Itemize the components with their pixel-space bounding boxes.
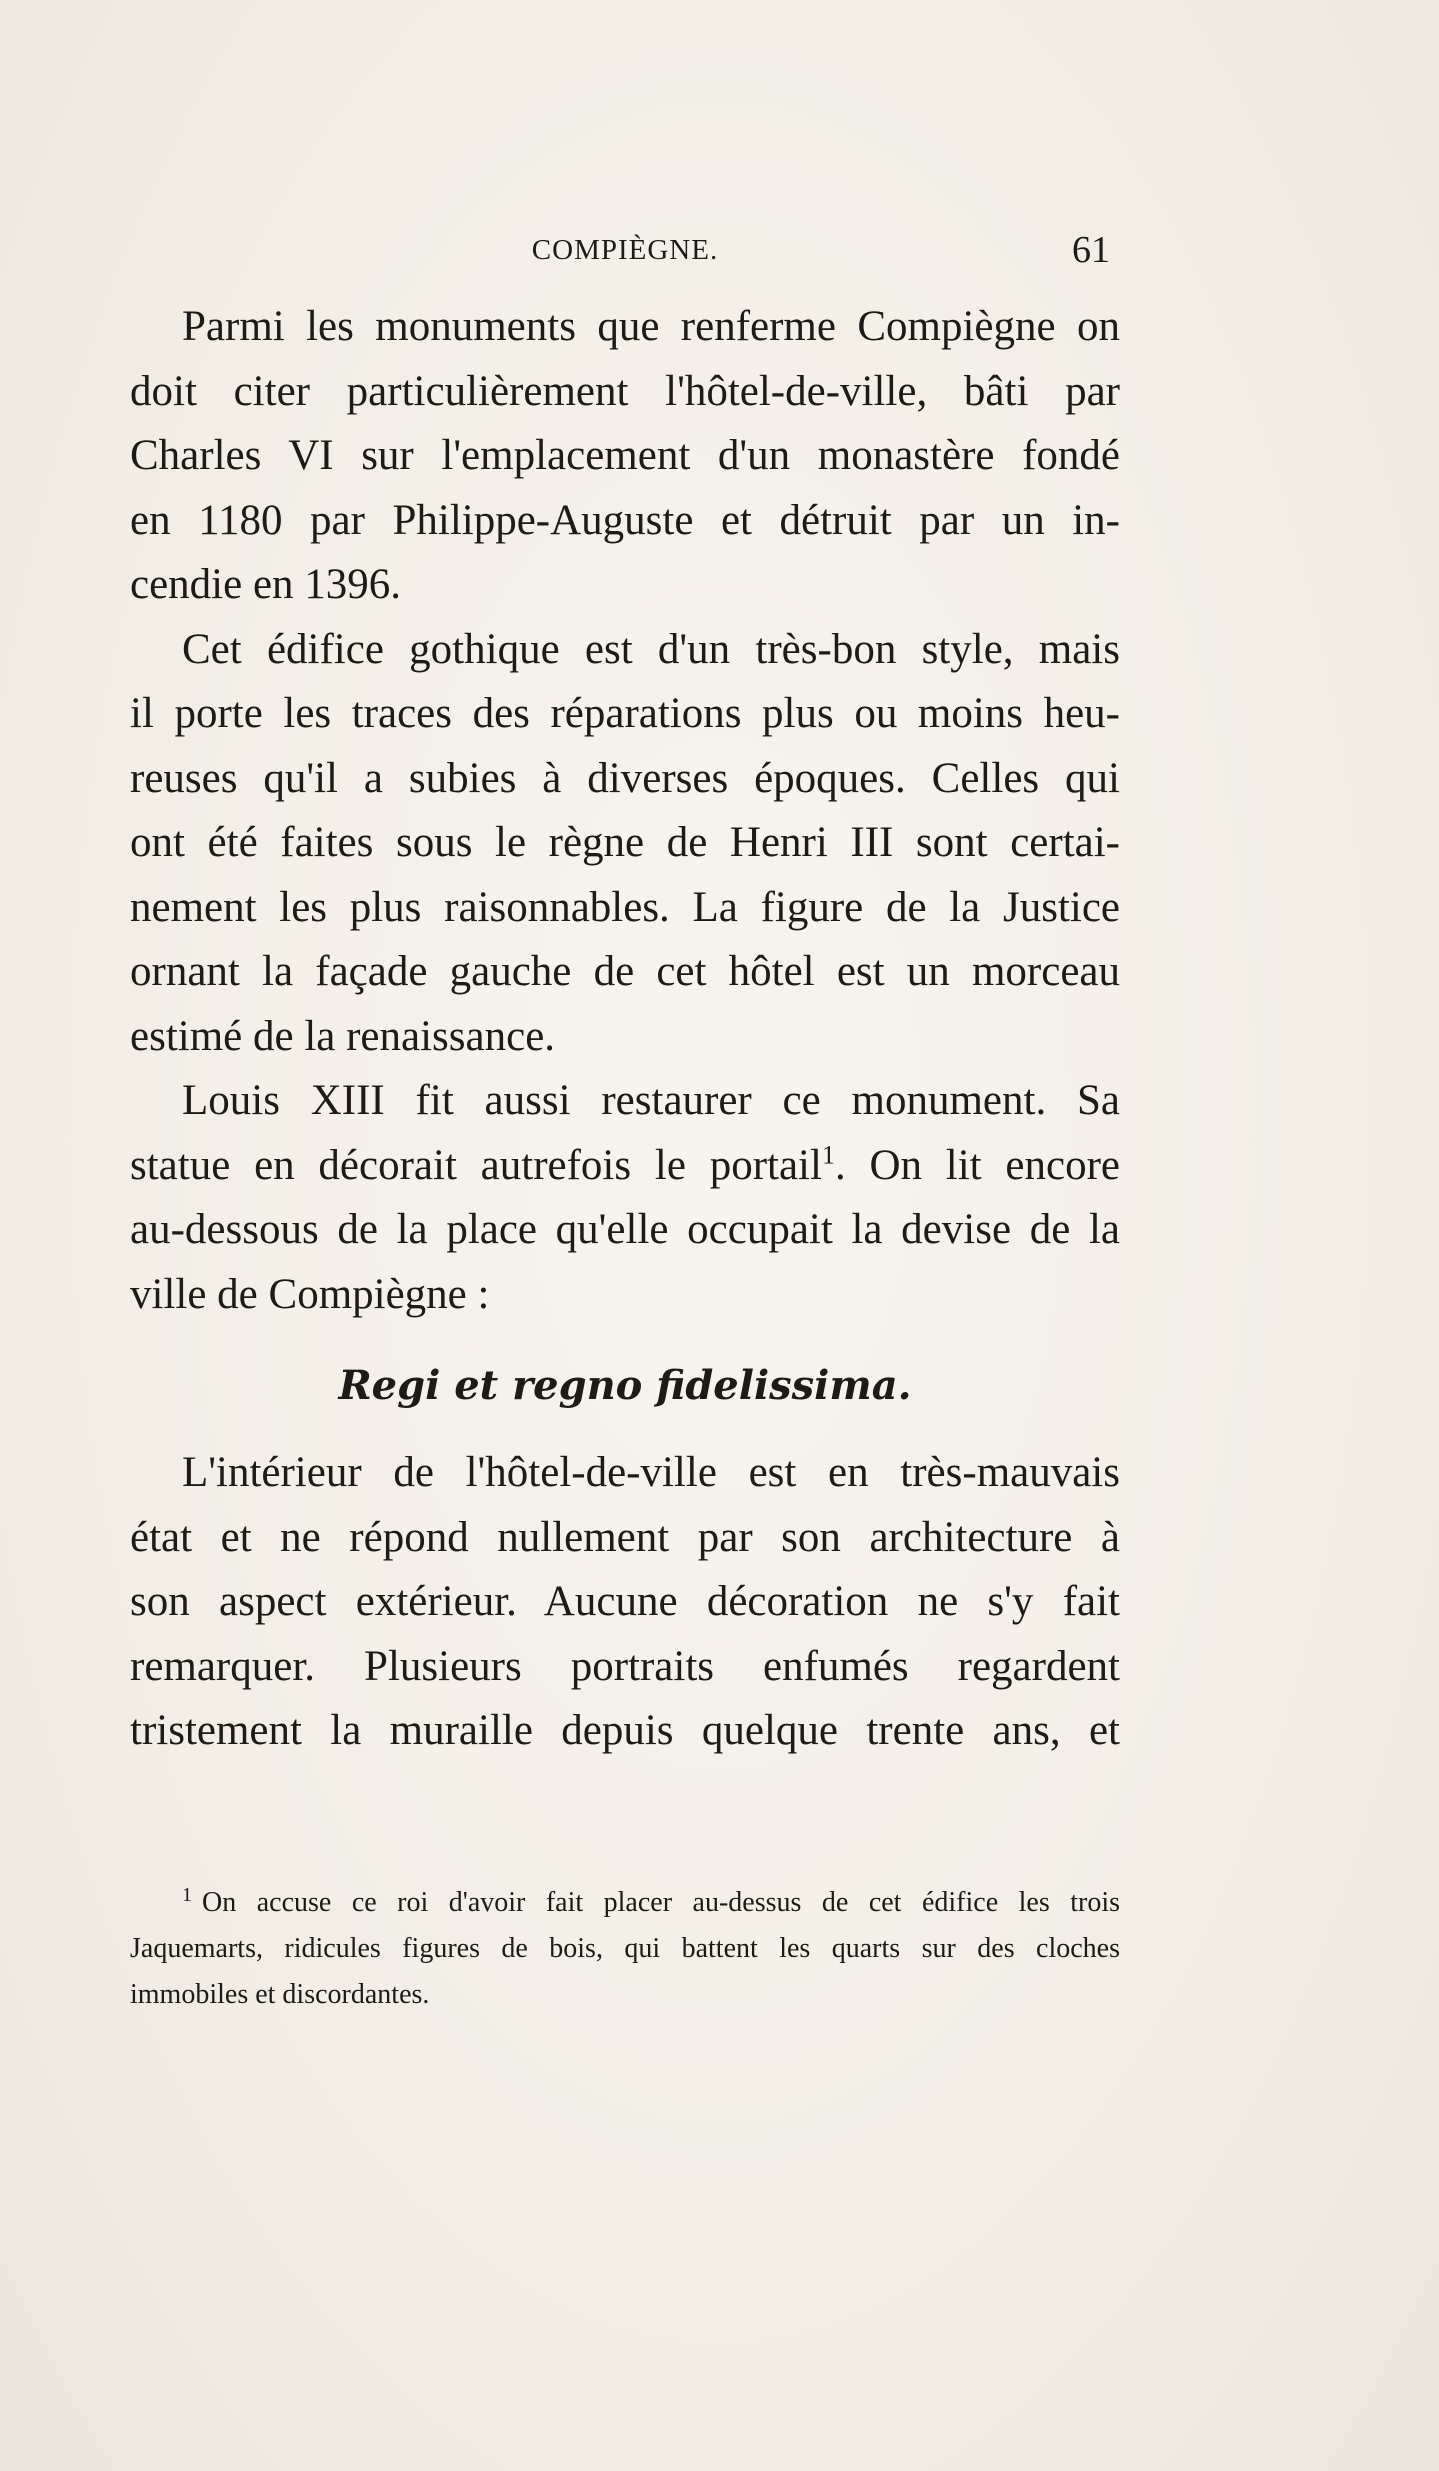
text-fragment: . On lit encore [834,1141,1120,1189]
text-line: L'intérieur de l'hôtel-de-ville est en très-mauvais [182,1449,1120,1496]
footnote-ref: 1 [821,1140,835,1170]
text-line: ville de Compiègne : [130,1270,490,1318]
text-line: il porte les traces des réparations plus ou moins heu- [130,690,1120,737]
text-line: ont été faites sous le règne de Henri III sont certai- [130,819,1120,866]
text-line: nement les plus raisonnables. La figure de la Justice [130,883,1120,931]
text-line: son aspect extérieur. Aucune décoration ne s'y fait [130,1578,1120,1625]
text-line: cendie en 1396. [130,561,402,608]
page-number: 61 [1072,229,1110,271]
text-fragment: statue en décorait autrefois le portail [130,1141,822,1189]
text-line: Parmi les monuments que renferme Compiègne on [182,303,1120,350]
text-line: reuses qu'il a subies à diverses époques. Celles qui [130,754,1120,802]
text-line: en 1180 par Philippe-Auguste et détruit par un in- [130,496,1120,544]
text-line: tristement la muraille depuis quelque trente ans, et [130,1707,1120,1754]
page-header [130,228,1120,272]
paragraph-4 [130,1441,1120,1764]
paragraph-3 [130,1069,1120,1327]
text-line: état et ne répond nullement par son architecture à [130,1513,1120,1561]
text-line: Cet édifice gothique est d'un très-bon style, mais [182,625,1120,673]
running-head: COMPIÈGNE. [531,234,719,266]
paragraph-2 [130,618,1120,1070]
footnote-line: immobiles et discordantes. [130,1979,430,2010]
text-line: Charles VI sur l'emplacement d'un monastère fondé [130,432,1120,479]
text-line: au-dessous de la place qu'elle occupait la devise de la [130,1206,1120,1253]
text-line: estimé de la renaissance. [130,1012,556,1060]
text-line: doit citer particulièrement l'hôtel-de-ville, bâti par [130,367,1120,415]
blackletter-motto: Regi et regno fidelissima. [338,1362,912,1409]
text-line-with-footnote [130,1134,1120,1199]
footnote-text: On accuse ce roi d'avoir fait placer au-dessus de cet édifice les trois [202,1887,1120,1918]
text-line: ornant la façade gauche de cet hôtel est un morceau [130,948,1120,995]
body-text [130,295,1120,1764]
footnote-line [130,1880,1120,1926]
footnote-number: 1 [182,1883,192,1906]
text-line: Louis XIII fit aussi restaurer ce monument. Sa [182,1077,1120,1124]
footnote-line: Jaquemarts, ridicules figures de bois, qui battent les quarts sur des cloches [130,1933,1120,1964]
paragraph-1 [130,295,1120,618]
text-line: remarquer. Plusieurs portraits enfumés regardent [130,1642,1120,1690]
footnotes [130,1880,1120,2018]
